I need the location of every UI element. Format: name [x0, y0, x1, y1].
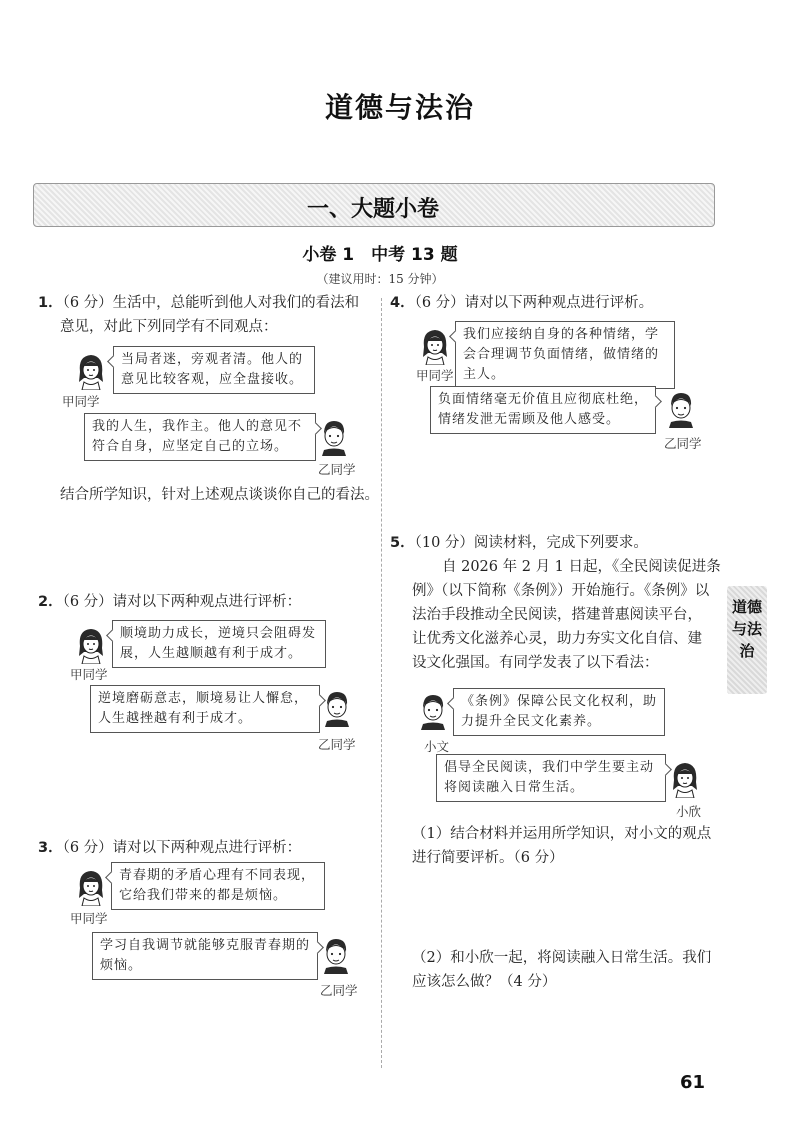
q1-yi-speech-bubble: 我的人生，我作主。他人的意见不符合自身，应坚定自己的立场。 — [84, 413, 316, 461]
q3-yi-speech-bubble: 学习自我调节就能够克服青春期的烦恼。 — [92, 932, 318, 980]
q3-yi-face-icon — [321, 936, 351, 974]
q1-jia-speech-bubble: 当局者迷，旁观者清。他人的意见比较客观，应全盘接收。 — [113, 346, 315, 394]
page-title: 道德与法治 — [324, 91, 475, 124]
q2-yi-speech-bubble: 逆境磨砺意志，顺境易让人懈怠，人生越挫越有利于成才。 — [90, 685, 320, 733]
q2-number: 2． — [38, 594, 63, 610]
q1-yi-label: 乙同学 — [318, 462, 356, 477]
q1-jia-label: 甲同学 — [62, 394, 100, 409]
q2-stem-text: （6 分）请对以下两种观点进行评析： — [62, 594, 302, 610]
q4-jia-label: 甲同学 — [416, 368, 454, 383]
section-banner-title: 一、大题小卷 — [306, 197, 439, 222]
q5-subquestion-1 — [412, 822, 732, 870]
q5-subquestion-2 — [412, 946, 732, 994]
q3-stem — [38, 836, 378, 860]
q1-yi-face-icon — [319, 418, 349, 456]
q5-xiaowen-face-icon — [418, 692, 448, 730]
q5-material-line: 例》（以下简称《条例》）开始施行。《条例》以 — [412, 583, 710, 599]
q4-yi-speech-bubble: 负面情绪毫无价值且应彻底杜绝，情绪发泄无需顾及他人感受。 — [430, 386, 656, 434]
q2-jia-speech-bubble: 顺境助力成长，逆境只会阻碍发展，人生越顺越有利于成才。 — [112, 620, 326, 668]
q4-yi-label: 乙同学 — [664, 436, 702, 451]
q5-xiaowen-speech-bubble: 《条例》保障公民文化权利，助力提升全民文化素养。 — [453, 688, 665, 736]
q3-jia-speech-bubble: 青春期的矛盾心理有不同表现，它给我们带来的都是烦恼。 — [111, 862, 325, 910]
q5-stem-text: （10 分）阅读材料，完成下列要求。 — [414, 535, 648, 551]
q2-stem — [38, 590, 378, 614]
q4-jia-speech-bubble: 我们应接纳自身的各种情绪，学会合理调节负面情绪，做情绪的主人。 — [455, 321, 675, 389]
q3-jia-label: 甲同学 — [70, 911, 108, 926]
column-divider — [381, 298, 382, 1068]
time-hint: （建议用时：15 分钟） — [316, 272, 444, 286]
q5-sub1-line2: 进行简要评析。（6 分） — [412, 850, 564, 866]
q2-yi-label: 乙同学 — [318, 737, 356, 752]
q1-jia-face-icon — [76, 352, 106, 390]
q1-number: 1． — [38, 295, 63, 311]
q4-stem — [390, 291, 720, 315]
q1-task: 结合所学知识，针对上述观点谈谈你自己的看法。 — [60, 487, 379, 503]
q5-xiaoxin-label: 小欣 — [676, 804, 702, 819]
q5-material-line: 自 2026 年 2 月 1 日起，《全民阅读促进条 — [442, 559, 721, 575]
q2-jia-face-icon — [76, 626, 106, 664]
q5-number: 5． — [390, 535, 415, 551]
q5-sub2-line2: 应该怎么做？（4 分） — [412, 974, 557, 990]
side-tab-label: 道德与法治 — [731, 598, 762, 660]
q5-material — [412, 555, 732, 675]
q5-xiaoxin-face-icon — [670, 760, 700, 798]
q4-yi-face-icon — [666, 390, 696, 428]
paper-title: 小卷 1 中考 13 题 — [302, 245, 458, 265]
q5-material-line: 让优秀文化滋养心灵，助力夯实文化自信、建 — [412, 631, 702, 647]
q5-sub1-line1: （1）结合材料并运用所学知识，对小文的观点 — [412, 826, 712, 842]
q5-stem — [390, 531, 720, 555]
q4-stem-text: （6 分）请对以下两种观点进行评析。 — [414, 295, 654, 311]
q3-number: 3． — [38, 840, 63, 856]
page-number: 61 — [680, 1072, 706, 1093]
q4-number: 4． — [390, 295, 415, 311]
q3-stem-text: （6 分）请对以下两种观点进行评析： — [62, 840, 302, 856]
q4-jia-face-icon — [420, 327, 450, 365]
q5-xiaowen-label: 小文 — [424, 739, 450, 754]
q5-material-line: 法治手段推动全民阅读，搭建普惠阅读平台， — [412, 607, 702, 623]
q3-jia-face-icon — [76, 868, 106, 906]
q5-material-line: 设文化强国。有同学发表了以下看法： — [412, 655, 659, 671]
q1-stem — [38, 291, 378, 339]
q5-sub2-line1: （2）和小欣一起，将阅读融入日常生活。我们 — [412, 950, 712, 966]
q1-stem-line2: 意见，对此下列同学有不同观点： — [60, 319, 278, 335]
q3-yi-label: 乙同学 — [320, 983, 358, 998]
q1-stem-line1: （6 分）生活中，总能听到他人对我们的看法和 — [62, 295, 360, 311]
q2-yi-face-icon — [322, 689, 352, 727]
q2-jia-label: 甲同学 — [70, 667, 108, 682]
q5-xiaoxin-speech-bubble: 倡导全民阅读，我们中学生要主动将阅读融入日常生活。 — [436, 754, 666, 802]
